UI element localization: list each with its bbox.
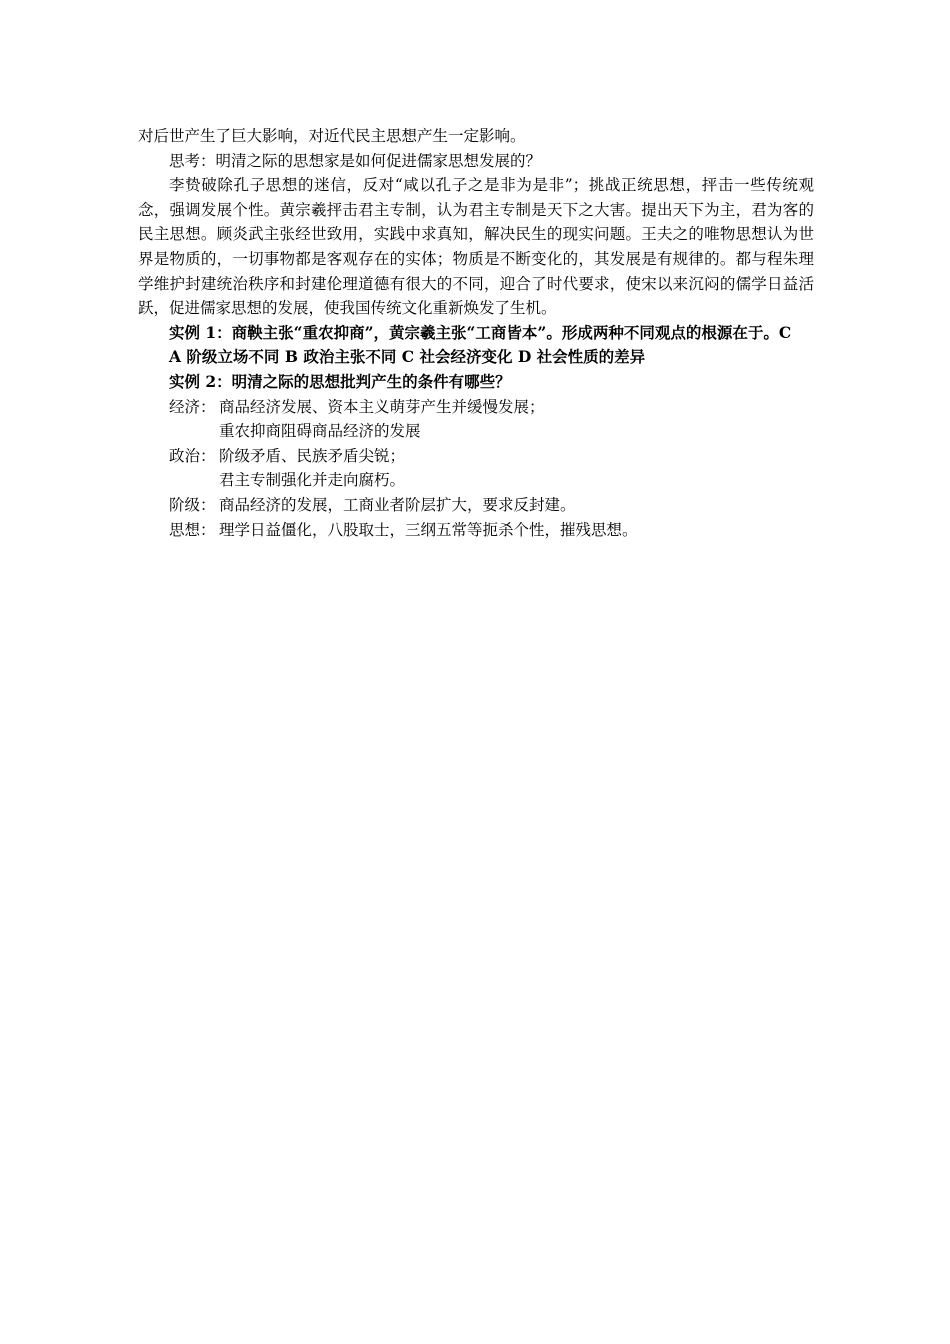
condition-text: 商品经济发展、资本主义萌芽产生并缓慢发展； (219, 397, 545, 416)
condition-label: 思想： (169, 520, 216, 539)
answer-paragraph: 李贽破除孔子思想的迷信，反对“咸以孔子之是非为是非”；挑战正统思想，抨击一些传统观念，强调发展个性。黄宗羲抨击君主专制，认为君主专制是天下之大害。提出天下为主，君为客的民主思想。顾炎武主张经世致用，实践中求真知，解决民生的现实问题。王夫之的唯物思想认为世界是物质的，一切事物都是客观存在的实体；物质是不断变化的，其发展是有规律的。都与程朱理学维护封建统治秩序和封建伦理道德有很大的不同，迎合了时代要求，使宋以来沉闷的儒学日益活跃，促进儒家思想的发展，使我国传统文化重新焕发了生机。 (138, 176, 814, 318)
document-page (138, 124, 814, 542)
condition-economy (138, 395, 814, 420)
condition-label: 政治： (169, 446, 216, 465)
example-2-question: 实例 2：明清之际的思想批判产生的条件有哪些？ (169, 371, 511, 391)
question-heading: 思考：明清之际的思想家是如何促进儒家思想发展的？ (169, 151, 542, 170)
condition-label: 经济： (169, 397, 216, 416)
condition-thought (138, 518, 814, 543)
example-1-question: 实例 1：商鞅主张“重农抑商”，黄宗羲主张“工商皆本”。形成两种不同观点的根源在于。C (169, 322, 792, 342)
conditions-list (138, 395, 814, 543)
condition-label: 阶级： (169, 495, 216, 514)
condition-text: 理学日益僵化，八股取士，三纲五常等扼杀个性，摧残思想。 (219, 520, 638, 539)
condition-economy-continued (138, 419, 814, 444)
paragraph-continuation: 对后世产生了巨大影响，对近代民主思想产生一定影响。 (138, 127, 526, 145)
example-1-options: A 阶级立场不同 B 政治主张不同 C 社会经济变化 D 社会性质的差异 (169, 347, 646, 367)
condition-text: 商品经济的发展，工商业者阶层扩大，要求反封建。 (219, 495, 576, 514)
condition-text: 阶级矛盾、民族矛盾尖锐； (219, 446, 406, 465)
condition-class (138, 493, 814, 518)
condition-politics-continued (138, 468, 814, 493)
condition-politics (138, 444, 814, 469)
condition-text: 重农抑商阻碍商品经济的发展 (219, 422, 421, 441)
condition-text: 君主专制强化并走向腐朽。 (219, 471, 406, 490)
